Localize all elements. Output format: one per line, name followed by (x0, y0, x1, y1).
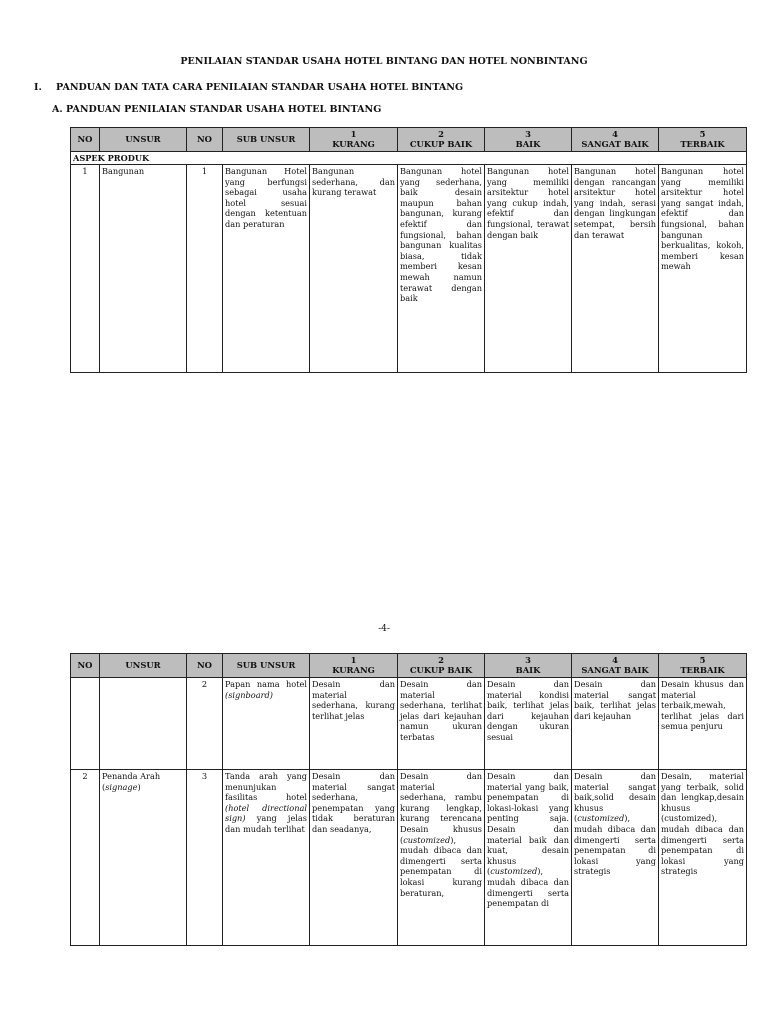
grade-label: BAIK (515, 138, 541, 149)
section-heading (34, 82, 463, 93)
subsection-number: A. (52, 104, 63, 115)
header-no: NO (71, 654, 100, 678)
grade-label: TERBAIK (680, 664, 725, 675)
header-cukup-baik (398, 654, 485, 678)
cell-baik: Bangunan hotel yang memiliki arsitektur hotel yang cukup indah, efektif dan fungsional, terawat dengan baik (485, 165, 572, 373)
cell-sub-unsur (223, 678, 310, 770)
table-header-row (71, 128, 747, 152)
header-unsur: UNSUR (100, 128, 187, 152)
cukup-text: Desain dan material sederhana, rambu kurang lengkap, kurang terencana Desain khusus ( (400, 771, 482, 845)
baik-text: Desain dan material yang baik, penempatan di lokasi-lokasi yang penting saja. Desain dan material baik dan kuat, desain khusus ( (487, 771, 569, 877)
grade-label: SANGAT BAIK (581, 138, 649, 149)
cell-sangat-baik: Bangunan hotel dengan rancangan arsitektur hotel yang indah, serasi dengan lingkungan setempat, bersih dan terawat (572, 165, 659, 373)
header-terbaik (659, 654, 747, 678)
grade-label: CUKUP BAIK (409, 664, 473, 675)
sub-unsur-italic: (hotel directional sign) (225, 802, 307, 824)
cell-no2: 3 (187, 770, 223, 946)
cell-cukup-baik: Desain dan material sederhana, terlihat jelas dari kejauhan namun ukuran terbatas (398, 678, 485, 770)
sangat-italic: customized (577, 813, 625, 824)
cell-kurang: Desain dan material sederhana, kurang terlihat jelas (310, 678, 398, 770)
sub-unsur-text-end: yang jelas dan mudah terlihat (225, 813, 307, 834)
cell-sub-unsur (223, 770, 310, 946)
header-sangat-baik (572, 654, 659, 678)
grade-number: 2 (438, 654, 444, 665)
grade-label: SANGAT BAIK (581, 664, 649, 675)
cell-cukup-baik: Bangunan hotel yang sederhana, baik desain maupun bahan bangunan, kurang efektif dan fungsional, bahan bangunan kualitas biasa, tidak memberi kesan mewah namun terawat dengan baik (398, 165, 485, 373)
baik-italic: customized (490, 866, 538, 877)
cell-kurang: Desain dan material sangat sederhana, penempatan yang tidak beraturan dan seadanya, (310, 770, 398, 946)
cukup-italic: customized (403, 834, 451, 845)
sangat-text-end: ), mudah dibaca dan dimengerti serta penempatan di lokasi yang strategis (574, 813, 656, 877)
header-no: NO (71, 128, 100, 152)
grade-number: 3 (525, 654, 531, 665)
cell-no: 1 (71, 165, 100, 373)
grade-label: TERBAIK (680, 138, 725, 149)
cell-sangat-baik: Desain dan material sangat baik, terlihat jelas dari kejauhan (572, 678, 659, 770)
grade-number: 1 (350, 128, 357, 139)
aspect-row (71, 152, 747, 165)
cell-no: 2 (71, 770, 100, 946)
page-number: -4- (378, 624, 390, 634)
header-kurang (310, 654, 398, 678)
document-title: PENILAIAN STANDAR USAHA HOTEL BINTANG DAN HOTEL NONBINTANG (180, 56, 588, 67)
cell-no (71, 678, 100, 770)
grade-number: 2 (438, 128, 444, 139)
grade-label: KURANG (332, 138, 375, 149)
cell-sub-unsur: Bangunan Hotel yang berfungsi sebagai usaha hotel sesuai dengan ketentuan dan peraturan (223, 165, 310, 373)
unsur-italic: signage (105, 781, 138, 792)
header-no2: NO (187, 128, 223, 152)
grade-number: 1 (350, 654, 357, 665)
header-terbaik (659, 128, 747, 152)
section-number: I. (34, 82, 42, 93)
cell-unsur (100, 678, 187, 770)
header-sangat-baik (572, 128, 659, 152)
header-baik (485, 128, 572, 152)
aspect-label: ASPEK PRODUK (71, 152, 747, 165)
cell-baik (485, 770, 572, 946)
unsur-text: Penanda Arah ( (102, 771, 161, 792)
sub-unsur-text: Papan nama hotel (225, 679, 307, 689)
header-kurang (310, 128, 398, 152)
cukup-text-end: ), mudah dibaca dan dimengerti serta penempatan di lokasi kurang beraturan, (400, 834, 482, 898)
cell-unsur (100, 770, 187, 946)
grade-number: 5 (699, 128, 706, 139)
assessment-table-2 (70, 653, 747, 946)
cell-baik: Desain dan material kondisi baik, terlihat jelas dari kejauhan dengan ukuran sesuai (485, 678, 572, 770)
table-row (71, 165, 747, 373)
cell-terbaik: Desain khusus dan material terbaik,mewah, terlihat jelas dari semua penjuru (659, 678, 747, 770)
section-title: PANDUAN DAN TATA CARA PENILAIAN STANDAR USAHA HOTEL BINTANG (56, 82, 464, 93)
header-cukup-baik (398, 128, 485, 152)
baik-text-end: ), mudah dibaca dan dimengerti serta penempatan di (487, 866, 569, 909)
cell-cukup-baik (398, 770, 485, 946)
cell-terbaik: Bangunan hotel yang memiliki arsitektur hotel yang sangat indah, efektif dan fungsional, bahan bangunan berkualitas, kokoh, memberi kesan mewah (659, 165, 747, 373)
subsection-title: PANDUAN PENILAIAN STANDAR USAHA HOTEL BINTANG (66, 104, 382, 115)
header-sub-unsur: SUB UNSUR (223, 654, 310, 678)
cell-unsur: Bangunan (100, 165, 187, 373)
sangat-text: Desain dan material sangat baik,solid desain khusus ( (574, 771, 656, 824)
assessment-table-1 (70, 127, 747, 373)
sub-unsur-italic: (signboard) (225, 689, 273, 700)
cell-no2: 1 (187, 165, 223, 373)
sub-unsur-text: Tanda arah yang menunjukan fasilitas hotel (225, 771, 307, 803)
grade-number: 5 (699, 654, 706, 665)
grade-number: 3 (525, 128, 531, 139)
grade-number: 4 (612, 654, 618, 665)
unsur-text-end: ) (137, 781, 141, 792)
header-no2: NO (187, 654, 223, 678)
header-baik (485, 654, 572, 678)
grade-label: CUKUP BAIK (409, 138, 473, 149)
table-row (71, 770, 747, 946)
grade-number: 4 (612, 128, 618, 139)
header-sub-unsur: SUB UNSUR (223, 128, 310, 152)
subsection-heading (52, 104, 381, 115)
cell-sangat-baik (572, 770, 659, 946)
header-unsur: UNSUR (100, 654, 187, 678)
grade-label: BAIK (515, 664, 541, 675)
grade-label: KURANG (332, 664, 375, 675)
cell-kurang: Bangunan sederhana, dan kurang terawat (310, 165, 398, 373)
table-row (71, 678, 747, 770)
cell-no2: 2 (187, 678, 223, 770)
cell-terbaik: Desain, material yang terbaik, solid dan lengkap,desain khusus (customized), mudah dibaca dan dimengerti serta penempatan di lokasi yang strategis (659, 770, 747, 946)
table-header-row (71, 654, 747, 678)
